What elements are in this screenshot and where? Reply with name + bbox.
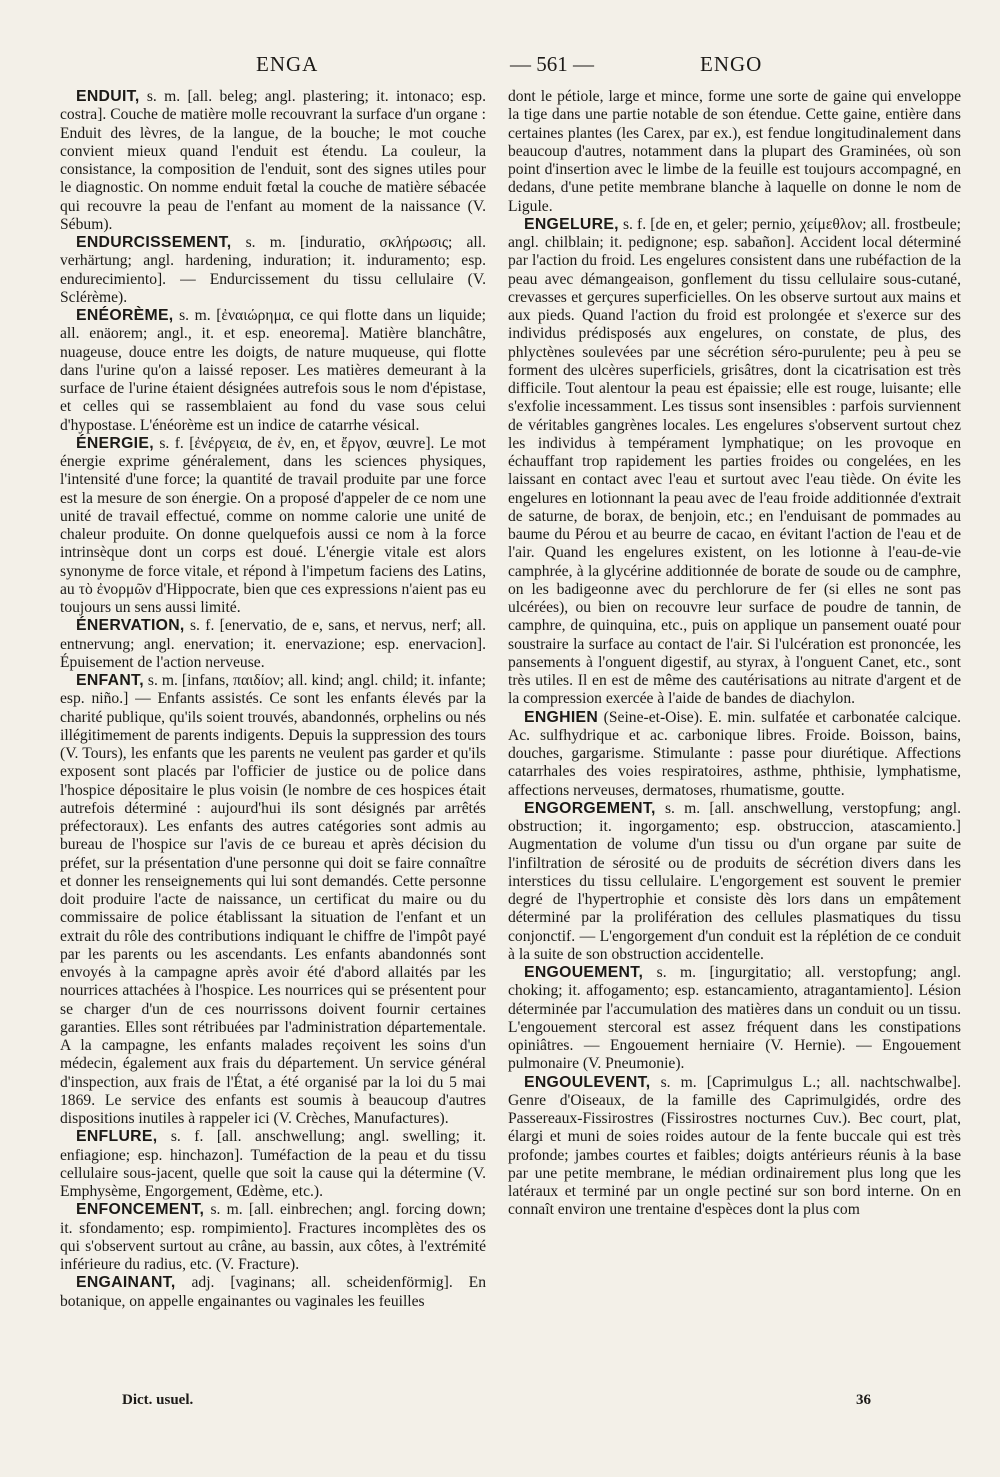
dictionary-entry [508, 709, 961, 800]
entry-headword: ENGELURE, [524, 215, 619, 233]
dictionary-entry [508, 216, 961, 709]
entry-headword: ENDURCISSEMENT, [76, 234, 232, 251]
entry-text: s. f. [ἐνέργεια, de ἐν, en, et ἔργον, œuvre]. Le mot énergie exprime généralement, dans les sciences physiques, l'intensité d'une force; la quantité de travail produite par une force est la mesure de son énergie. On a proposé d'appeler de ce nom une unité de travail effectué, comme on nomme calorie une unité de chaleur produite. On donne quelquefois aussi ce nom à la force intrinsèque dont un corps est doué. L'énergie vitale est alors synonyme de force vitale, et répond à l'impetum faciens des Latins, au τὸ ἐνορμῶν d'Hippocrate, bien que ces expressions n'aient pas eu toujours un sens aussi limité. [60, 434, 486, 616]
entry-text: s. f. [enervatio, de e, sans, et nervus, nerf; all. entnervung; angl. enervation; it. enervazione; esp. enervacion]. Épuisement de l'action nerveuse. [60, 617, 486, 671]
entry-headword: ENGHIEN [524, 708, 599, 726]
entry-headword: ENÉORÈME, [76, 307, 174, 324]
sheet-number: 36 [856, 1392, 871, 1408]
entry-headword: ENFONCEMENT, [76, 1201, 205, 1219]
entry-headword: ÉNERVATION, [76, 617, 185, 635]
header-left-guideword: ENGA [256, 52, 319, 76]
dictionary-entry [60, 88, 486, 234]
entry-text: (Seine-et-Oise). E. min. sulfatée et carbonatée calcique. Ac. sulfhydrique et ac. carbonique libres. Froide. Boisson, bains, douches, gargarisme. Stimulante : passe pour diurétique. Affections catarrhales des voies respiratoires, asthme, phthisie, lymphatisme, affections nerveuses, dermatoses, rhumatisme, goutte. [508, 708, 961, 799]
dictionary-entry [508, 1074, 961, 1220]
dictionary-entry [60, 1128, 486, 1201]
entry-headword: ENGORGEMENT, [524, 799, 656, 817]
dictionary-entry [508, 800, 961, 964]
dictionary-entry [60, 617, 486, 672]
entry-text: s. m. [infans, παιδίον; all. kind; angl. child; it. infante; esp. niño.] — Enfants assistés. Ce sont les enfants élevés par la charité publique, qu'ils soient trouvés, abandonnés, orphelins ou nés illégitimement de parents indigents. Depuis la suppression des tours (V. Tours), les enfants que les parents ne veulent pas garder et qu'ils exposent sont placés par l'officier de justice ou de police dans l'hospice dépositaire le plus voisin (le nombre de ces hospices était autrefois déterminé : aujourd'hui ils sont désignés par arrêtés préfectoraux). Les enfants des autres catégories sont admis au bureau de l'hospice sur l'avis de ce bureau et après décision du préfet, sur la présentation d'une personne qui doit se faire connaître et donner les renseignements qui lui sont demandés. Cette personne doit produire l'acte de naissance, un certificat du maire ou du commissaire de police établissant la situation de l'enfant et un extrait du rôle des contributions indiquant le chiffre de l'impôt payé par les parents ou les ascendants. Les enfants abandonnés sont envoyés à la campagne après avoir été d'abord allaités par les nourrices attachées à l'hospice. Les nourrices qui se présentent pour se charger d'un de ces nourrissons doivent fournir certaines garanties. Elles sont rétribuées par l'administration départementale. A la campagne, les enfants malades reçoivent les soins d'un médecin, également aux frais du département. Un service général d'inspection, aux frais de l'État, a été organisé par la loi du 5 mai 1869. Le service des enfants est soumis à beaucoup d'autres dispositions inutiles à rappeler ici (V. Crèches, Manufactures). [60, 672, 486, 1127]
page-footer [60, 1392, 960, 1416]
entry-headword: ENGAINANT, [76, 1274, 176, 1292]
entry-text: adj. [vaginans; all. scheidenförmig]. En botanique, on appelle engainantes ou vaginales les feuilles [60, 1274, 486, 1310]
entry-headword: ENFANT, [76, 672, 144, 689]
left-column [60, 88, 486, 1311]
entry-headword: ENFLURE, [76, 1128, 158, 1146]
entry-headword: ENDUIT, [76, 88, 140, 105]
dictionary-entry [60, 1201, 486, 1274]
dictionary-entry [60, 435, 486, 618]
entry-text: s. m. [ingurgitatio; all. verstopfung; angl. choking; it. affogamento; esp. estancamiento, atragantamiento]. Lésion déterminée par l'accumulation des matières dans un conduit ou un tissu. L'engouement stercoral est assez fréquent dans les constipations opiniâtres. — Engouement herniaire (V. Hernie). — Engouement pulmonaire (V. Pneumonie). [508, 964, 961, 1073]
entry-text: s. f. [all. anschwellung; angl. swelling; it. enfiagione; esp. hinchazon]. Tuméfaction de la peau et du tissu cellulaire sous-jacent, quelle que soit la cause qui la détermine (V. Emphysème, Engorgement, Œdème, etc.). [60, 1128, 486, 1200]
dictionary-entry [508, 964, 961, 1074]
entry-text: s. m. [ἐναιώρημα, ce qui flotte dans un liquide; all. enäorem; angl., it. et esp. eneorema]. Matière blanchâtre, nuageuse, douce entre les doigts, de nature muqueuse, qui flotte dans l'urine qu'on a laissé reposer. Les matières demeurant à la surface de l'urine étaient désignées autrefois sous le nom d'épistase, et celles qui se rassemblaient au fond du vase sous celui d'hypostase. L'énéorème est un indice de catarrhe vésical. [60, 307, 486, 434]
entry-text: s. m. [all. anschwellung, verstopfung; angl. obstruction; it. ingorgamento; esp. obstruccion, atascamiento.] Augmentation de volume d'un tissu ou d'un organe par suite de l'infiltration de sérosité ou de produits de sécrétion divers dans les interstices du tissu cellulaire. L'engorgement est souvent le premier degré de l'hypertrophie et consiste dès lors dans un empâtement déterminé par la prolifération des cellules plasmatiques du tissu conjonctif. — L'engorgement d'un conduit est la réplétion de ce conduit à la suite de son obstruction accidentelle. [508, 799, 961, 963]
entry-text: dont le pétiole, large et mince, forme une sorte de gaine qui enveloppe la tige dans une partie notable de son étendue. Cette gaine, entière dans certaines plantes (les Carex, par ex.), est fendue longitudinalement dans beaucoup d'autres, notamment dans la plupart des Graminées, où son point d'insertion avec le limbe de la feuille est toujours accompagné, en dedans, d'une petite membrane blanche à laquelle on donne le nom de Ligule. [508, 88, 961, 215]
dictionary-entry [60, 307, 486, 435]
signature-mark: Dict. usuel. [122, 1392, 194, 1408]
entry-text: s. m. [Caprimulgus L.; all. nachtschwalbe]. Genre d'Oiseaux, de la famille des Caprimulgidés, ordre des Passereaux-Fissirostres (Fissirostres nocturnes Cuv.). Bec court, plat, élargi et muni de soies roides autour de la fente buccale qui est très profonde; jambes courtes et faibles; doigts antérieurs réunis à la base par une petite membrane, le médian ordinairement plus long que les latéraux et terminé par un ongle pectiné sur son bord interne. On en connaît environ une trentaine d'espèces dont la plus com [508, 1073, 961, 1219]
entry-text: s. m. [induratio, σκλήρωσις; all. verhärtung; angl. hardening, induration; it. induramento; esp. endurecimiento]. — Endurcissement du tissu cellulaire (V. Sclérème). [60, 234, 486, 306]
entry-text: s. m. [all. beleg; angl. plastering; it. intonaco; esp. costra]. Couche de matière molle recouvrant la surface d'un organe : Enduit des lèvres, de la langue, de la bouche; le mot couche convient mieux quand l'enduit est étendu. La couleur, la consistance, la composition de l'enduit, sont des signes utiles pour le diagnostic. On nomme enduit fœtal la couche de matière sébacée qui recouvre la peau de l'enfant au moment de la naissance (V. Sébum). [60, 88, 486, 233]
dictionary-entry [508, 88, 961, 216]
entry-headword: ENGOULEVENT, [524, 1073, 651, 1091]
page-number: — 561 — [510, 52, 594, 76]
entry-text: s. m. [all. einbrechen; angl. forcing down; it. sfondamento; esp. rompimiento]. Fractures incomplètes des os qui s'observent surtout au crâne, au bassin, aux côtes, à l'extrémité inférieure du radius, etc. (V. Fracture). [60, 1201, 486, 1273]
running-header [60, 52, 960, 88]
right-column [508, 88, 961, 1220]
entry-headword: ENGOUEMENT, [524, 964, 644, 981]
entry-text: s. f. [de en, et geler; pernio, χείμεθλον; all. frostbeule; angl. chilblain; it. pedignone; esp. sabañon]. Accident local déterminé par l'action du froid. Les engelures consistent dans une rubéfaction de la peau avec démangeaison, gonflement du tissu cellulaire sous-cutané, crevasses et gerçures superficielles. On les observe surtout aux mains et aux pieds. Quand l'action du froid est prolongée et s'exerce sur des individus prédisposés aux engelures, on constate, de plus, des phlyctènes soulevées par une sécrétion séro-purulente; peu à peu se forment des ulcères superficiels, grisâtres, dont la cicatrisation est très difficile. Tout alentour la peau est épaissie; elle est rouge, luisante; elle s'exfolie incessamment. Les tissus sont insensibles : parfois surviennent de véritables gangrènes locales. Les engelures s'observent surtout chez les individus à tempérament lymphatique; on les provoque en échauffant trop rapidement les parties froides ou congelées, en les laissant en contact avec l'eau et surtout avec l'eau tiède. On évite les engelures en lotionnant la peau avec de l'eau froide additionnée d'extrait de saturne, de borax, de benjoin, etc.; en l'enduisant de pommades au baume du Pérou et au beurre de cacao, en évitant l'action de l'eau et de l'air. Quand les engelures existent, on les lotionne à l'eau-de-vie camphrée, à la glycérine additionnée de borate de soude ou de camphre, on les badigeonne avec du perchlorure de fer (si elles ne sont pas ulcérées), ou bien on recouvre leur surface de poudre de tannin, de camphre, de quinquina, etc., puis on applique un pansement ouaté pour soustraire la surface au contact de l'air. Si l'ulcération est prononcée, les pansements à l'onguent digestif, au styrax, à l'onguent Canet, etc., sont très utiles. Il en est de même des cautérisations au nitrate d'argent et de la compression exercée à l'aide de bandes de diachylon. [508, 215, 961, 708]
dictionary-entry [60, 672, 486, 1128]
entry-headword: ÉNERGIE, [76, 434, 154, 452]
dictionary-entry [60, 234, 486, 307]
dictionary-entry [60, 1274, 486, 1311]
header-right-guideword: ENGO [700, 52, 763, 76]
